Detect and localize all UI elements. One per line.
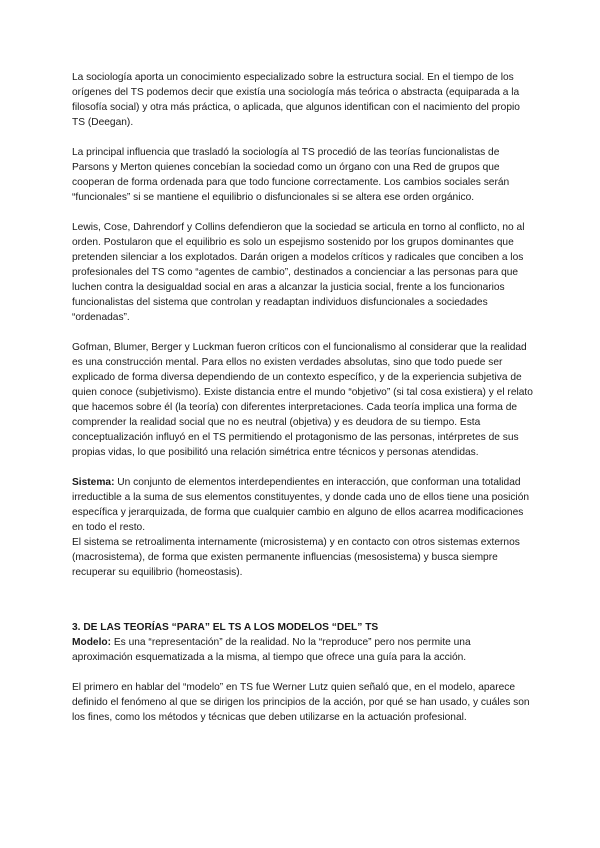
section-heading: 3. DE LAS TEORÍAS “PARA” EL TS A LOS MODELOS “DEL” TS <box>72 622 379 633</box>
paragraph-sistema-continuation: El sistema se retroalimenta internamente (microsistema) y en contacto con otros sistemas externos (macrosistema), de forma que existen permanente influencias (mesosistema) y busca siempre recuperar su equilibrio (homeostasis). <box>72 537 520 578</box>
sistema-definition-text: Un conjunto de elementos interdependientes en interacción, que conforman una totalidad irreductible a la suma de sus elementos constituyentes, y donde cada uno de ellos tiene una posición específica y jerarquizada, de forma que cualquier cambio en alguno de ellos acarrea modificaciones en todo el resto. <box>72 477 530 533</box>
modelo-term: Modelo: <box>72 637 112 648</box>
paragraph-funcionalismo: La principal influencia que trasladó la sociología al TS procedió de las teorías funcionalistas de Parsons y Merton quienes concebían la sociedad como un órgano con una Red de grupos que cooperan de forma ordenada para que todo funcione correctamente. Los cambios sociales serán “funcionales” si se mantiene el equilibrio o disfuncionales si se altera ese orden orgánico. <box>72 147 510 203</box>
paragraph-construccionismo: Gofman, Blumer, Berger y Luckman fueron críticos con el funcionalismo al considerar que la realidad es una construcción mental. Para ellos no existen verdades absolutas, sino que todo puede ser explicado de forma diversa dependiendo de un contexto específico, y de la experiencia subjetiva de quien conoce (subjetivismo). Existe distancia entre el mundo “objetivo” (si tal cosa existiera) y el relato que hacemos sobre él (la teoría) con diferentes interpretaciones. Cada teoría implica una forma de comprender la realidad social que no es neutral (objetiva) y es deudora de su tiempo. Esta conceptualización influyó en el TS permitiendo el protagonismo de las personas, intérpretes de sus propias vidas, lo que posibilitó una relación simétrica entre técnicos y personas atendidas. <box>72 342 533 458</box>
paragraph-sociologia: La sociología aporta un conocimiento especializado sobre la estructura social. En el tiempo de los orígenes del TS podemos decir que existía una sociología más teórica o abstracta (equiparada a la filosofía social) y otra más práctica, o aplicada, que algunos identifican con el nacimiento del propio TS (Deegan). <box>72 72 520 128</box>
paragraph-conflicto: Lewis, Cose, Dahrendorf y Collins defendieron que la sociedad se articula en torno al conflicto, no al orden. Postularon que el equilibrio es solo un espejismo sostenido por los grupos dominantes que pretenden silenciar a los explotados. Darán origen a modelos críticos y radicales que conciben a los profesionales del TS como “agentes de cambio”, destinados a concienciar a las personas para que luchen contra la desigualdad social en aras a alcanzar la justicia social, frente a los funcionarios funcionalistas del sistema que controlan y readaptan individuos disfuncionales a sociedades “ordenadas”. <box>72 222 525 323</box>
document-page <box>72 70 534 740</box>
sistema-term: Sistema: <box>72 477 115 488</box>
paragraph-lutz: El primero en hablar del “modelo” en TS fue Werner Lutz quien señaló que, en el modelo, aparece definido el fenómeno al que se dirigen los principios de la acción, por qué se han usado, y cuáles son los fines, como los métodos y técnicas que deben utilizarse en la actuación profesional. <box>72 682 530 723</box>
paragraph-modelo-definition <box>72 635 534 665</box>
modelo-definition-text: Es una “representación” de la realidad. No la “reproduce” pero nos permite una aproximación esquematizada a la misma, al tiempo que ofrece una guía para la acción. <box>72 637 471 663</box>
paragraph-sistema-definition <box>72 475 534 535</box>
